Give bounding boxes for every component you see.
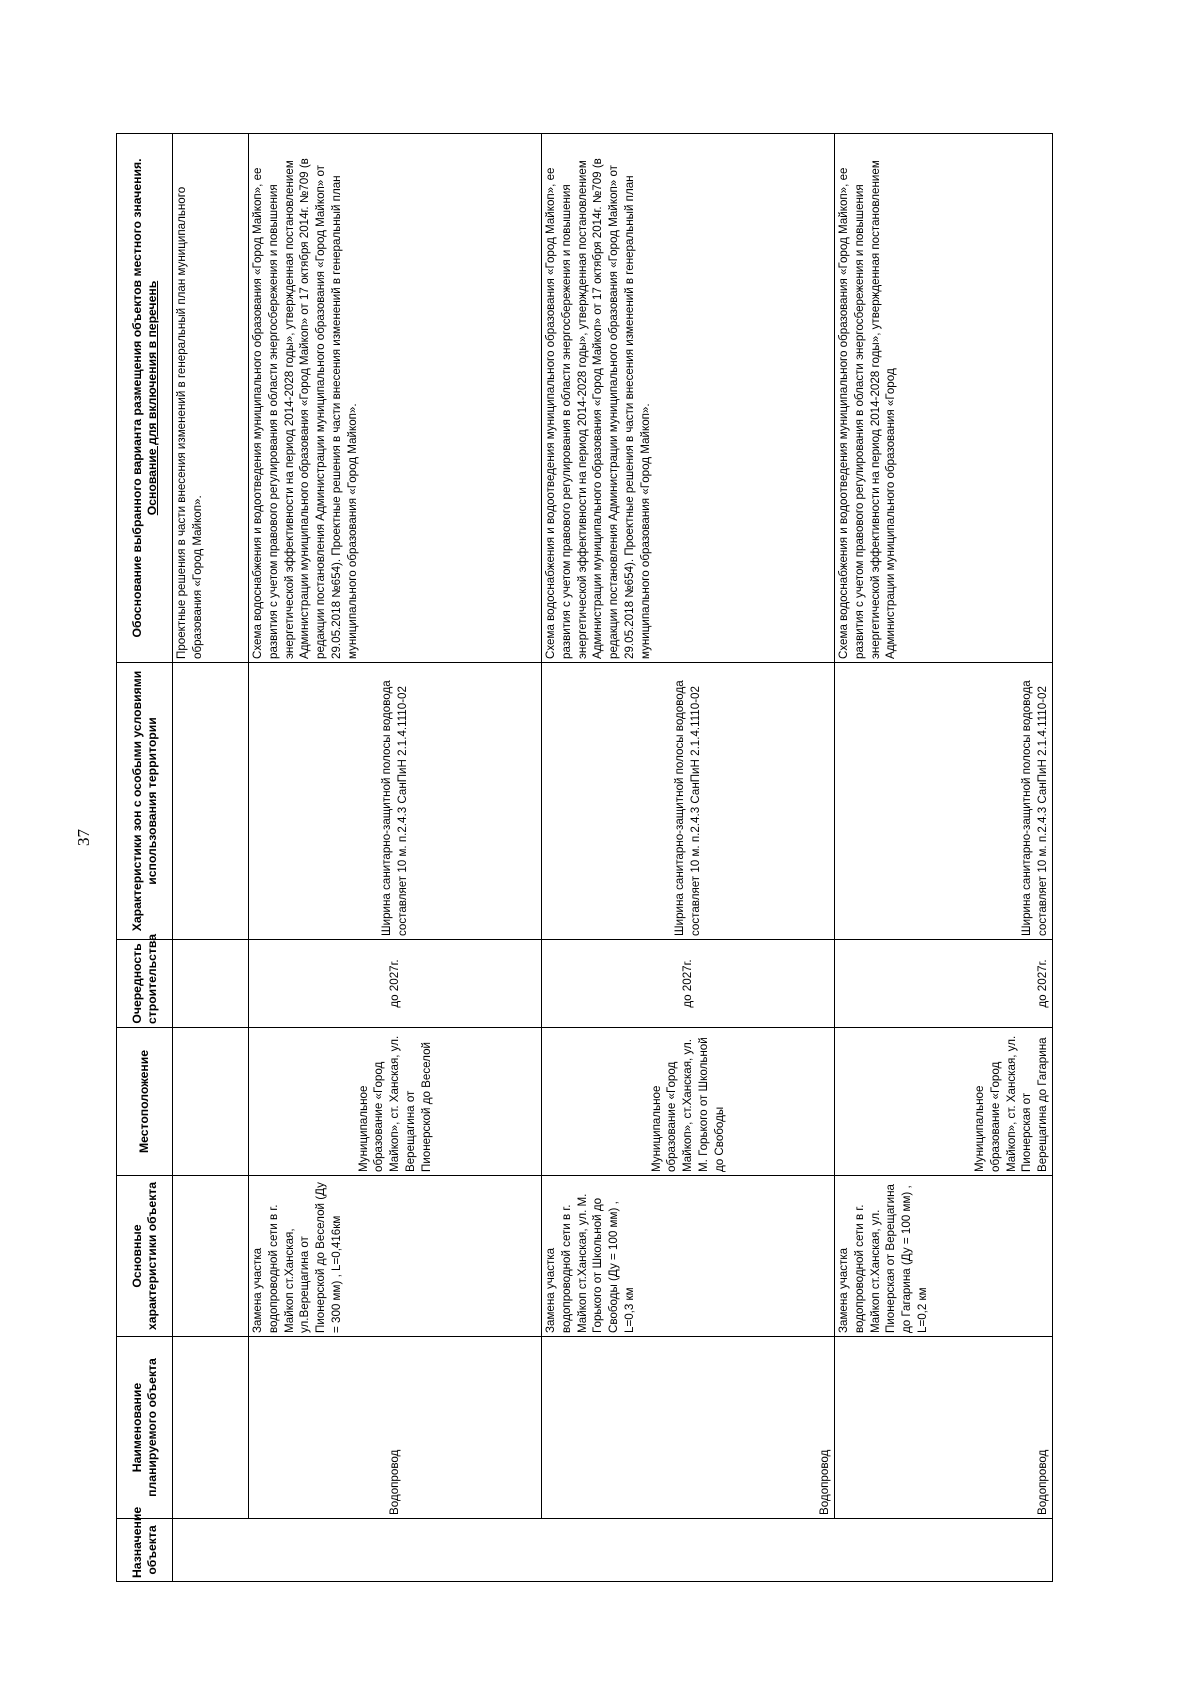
header-purpose: Назначение объекта	[117, 1519, 173, 1582]
table-row	[173, 134, 249, 1582]
cell-location: Муниципальное образование «Город Майкоп», ст. Ханская, ул. Пионерская от Верещагина до Гагарина	[835, 1028, 1053, 1176]
header-characteristics: Основные характеристики объекта	[117, 1176, 173, 1337]
cell-name: Водопровод	[542, 1337, 835, 1519]
header-justification-line1: Обоснование выбранного варианта размещения объектов местного значения.	[129, 158, 144, 638]
header-justification	[117, 134, 173, 663]
cell-stage: до 2027г.	[835, 940, 1053, 1028]
cell-characteristics: Замена участка водопроводной сети в г. Майкоп ст.Ханская, ул. М. Горького от Школьной до Свободы (Ду = 100 мм) , L=0,3 км	[542, 1176, 835, 1337]
cell-justification: Проектные решения в части внесения изменений в генеральный план муниципального образования «Город Майкоп».	[173, 134, 249, 663]
cell-stage: до 2027г.	[249, 940, 542, 1028]
table-row	[542, 134, 835, 1582]
cell-justification: Схема водоснабжения и водоотведения муниципального образования «Город Майкоп», ее развития с учетом правового регулирования в области энергосбережения и повышения энергетической эффективности на период 2014-2028 годы», утвержденная постановлением Администрации муниципального образования «Город Майкоп» от 17 октября 2014г. №709 (в редакции постановления Администрации муниципального образования «Город Майкоп» от 29.05.2018 №654). Проектные решения в части внесения изменений в генеральный план муниципального образования «Город Майкоп».	[249, 134, 542, 663]
cell-stage	[173, 940, 249, 1028]
cell-justification: Схема водоснабжения и водоотведения муниципального образования «Город Майкоп», ее развития с учетом правового регулирования в области энергосбережения и повышения энергетической эффективности на период 2014-2028 годы», утвержденная постановлением Администрации муниципального образования «Город	[835, 134, 1053, 663]
cell-characteristics	[173, 1176, 249, 1337]
table-row	[249, 134, 542, 1582]
cell-location: Муниципальное образование «Город Майкоп», ст.Ханская, ул. М. Горького от Школьной до Свободы	[542, 1028, 835, 1176]
cell-stage: до 2027г.	[542, 940, 835, 1028]
page-number: 37	[74, 829, 93, 846]
rotated-table-container	[116, 134, 1052, 1582]
header-location: Местоположение	[117, 1028, 173, 1176]
cell-purpose	[173, 1519, 1053, 1582]
cell-location: Муниципальное образование «Город Майкоп», ст. Ханская, ул. Верещагина от Пионерской до Веселой	[249, 1028, 542, 1176]
objects-table	[116, 133, 1053, 1582]
header-row	[117, 134, 173, 1582]
cell-name	[173, 1337, 249, 1519]
cell-justification: Схема водоснабжения и водоотведения муниципального образования «Город Майкоп», ее развития с учетом правового регулирования в области энергосбережения и повышения энергетической эффективности на период 2014-2028 годы», утвержденная постановлением Администрации муниципального образования «Город Майкоп» от 17 октября 2014г. №709 (в редакции постановления Администрации муниципального образования «Город Майкоп» от 29.05.2018 №654). Проектные решения в части внесения изменений в генеральный план муниципального образования «Город Майкоп».	[542, 134, 835, 663]
header-zones: Характеристики зон с особыми условиями использования территории	[117, 663, 173, 940]
cell-characteristics: Замена участка водопроводной сети в г. Майкоп ст.Ханская, ул.Верещагина от Пионерской до Веселой (Ду = 300 мм) , L=0,416км	[249, 1176, 542, 1337]
header-name: Наименование планируемого объекта	[117, 1337, 173, 1519]
cell-zones: Ширина санитарно-защитной полосы водовода составляет 10 м. п.2.4.3 СанПиН 2.1.4.1110-02	[835, 663, 1053, 940]
cell-name: Водопровод	[835, 1337, 1053, 1519]
cell-zones	[173, 663, 249, 940]
table-row	[835, 134, 1053, 1582]
cell-zones: Ширина санитарно-защитной полосы водовода составляет 10 м. п.2.4.3 СанПиН 2.1.4.1110-02	[542, 663, 835, 940]
cell-characteristics: Замена участка водопроводной сети в г. Майкоп ст.Ханская, ул. Пионерская от Верещагина до Гагарина (Ду = 100 мм) , L=0,2 км	[835, 1176, 1053, 1337]
header-stage: Очередность строительства	[117, 940, 173, 1028]
header-justification-line2: Основание для включения в перечень	[144, 280, 159, 516]
cell-location	[173, 1028, 249, 1176]
cell-name: Водопровод	[249, 1337, 542, 1519]
cell-zones: Ширина санитарно-защитной полосы водовода составляет 10 м. п.2.4.3 СанПиН 2.1.4.1110-02	[249, 663, 542, 940]
